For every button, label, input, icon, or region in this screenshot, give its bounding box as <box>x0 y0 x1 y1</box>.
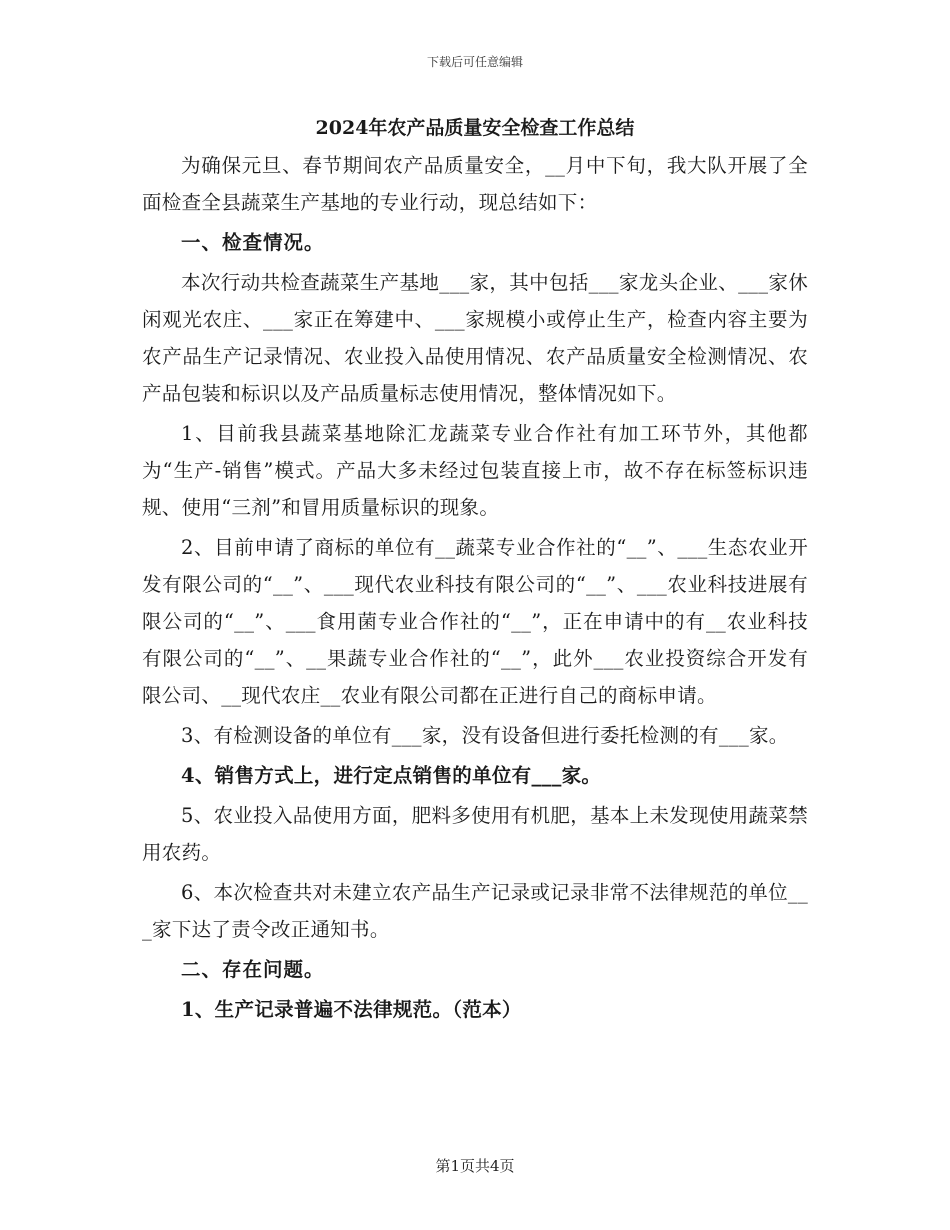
document-title: 2024年农产品质量安全检查工作总结 <box>315 117 635 139</box>
item-2-paragraph: 2、目前申请了商标的单位有__蔬菜专业合作社的“__”、___生态农业开发有限公司的“__”、___现代农业科技有限公司的“__”、___农业科技进展有限公司的“__”、___食用菌专业合作社的“__”，正在申请中的有__农业科技有限公司的“__”、__果蔬专业合作社的“__”，此外___农业投资综合开发有限公司、__现代农庄__农业有限公司都在正进行自己的商标申请。 <box>142 536 808 707</box>
header-note: 下载后可任意编辑 <box>426 55 523 69</box>
inspection-overview-paragraph: 本次行动共检查蔬菜生产基地___家，其中包括___家龙头企业、___家休闲观光农庄、___家正在筹建中、___家规模小或停止生产，检查内容主要为农产品生产记录情况、农业投入品使用情况、农产品质量安全检测情况、农产品包装和标识以及产品质量标志使用情况，整体情况如下。 <box>142 271 808 405</box>
item-1-paragraph: 1、目前我县蔬菜基地除汇龙蔬菜专业合作社有加工环节外，其他都为“生产-销售”模式。产品大多未经过包装直接上市，故不存在标签标识违规、使用“三剂”和冒用质量标识的现象。 <box>142 422 808 519</box>
intro-paragraph: 为确保元旦、春节期间农产品质量安全，__月中下旬，我大队开展了全面检查全县蔬菜生产基地的专业行动，现总结如下： <box>142 154 808 214</box>
item-6-paragraph: 6、本次检查共对未建立农产品生产记录或记录非常不法律规范的单位___家下达了责令改正通知书。 <box>142 881 808 941</box>
item-3-paragraph: 3、有检测设备的单位有___家，没有设备但进行委托检测的有___家。 <box>181 724 789 747</box>
item-5-paragraph: 5、农业投入品使用方面，肥料多使用有机肥，基本上未发现使用蔬菜禁用农药。 <box>142 804 808 864</box>
item-4-paragraph: 4、销售方式上，进行定点销售的单位有___家。 <box>181 764 602 787</box>
document-body <box>142 113 808 1031</box>
page-number-footer: 第1页共4页 <box>435 1157 515 1175</box>
section-heading-inspection: 一、检查情况。 <box>181 231 325 254</box>
problem-1-paragraph: 1、生产记录普遍不法律规范。（范本） <box>181 998 522 1021</box>
section-heading-problems: 二、存在问题。 <box>181 958 325 981</box>
